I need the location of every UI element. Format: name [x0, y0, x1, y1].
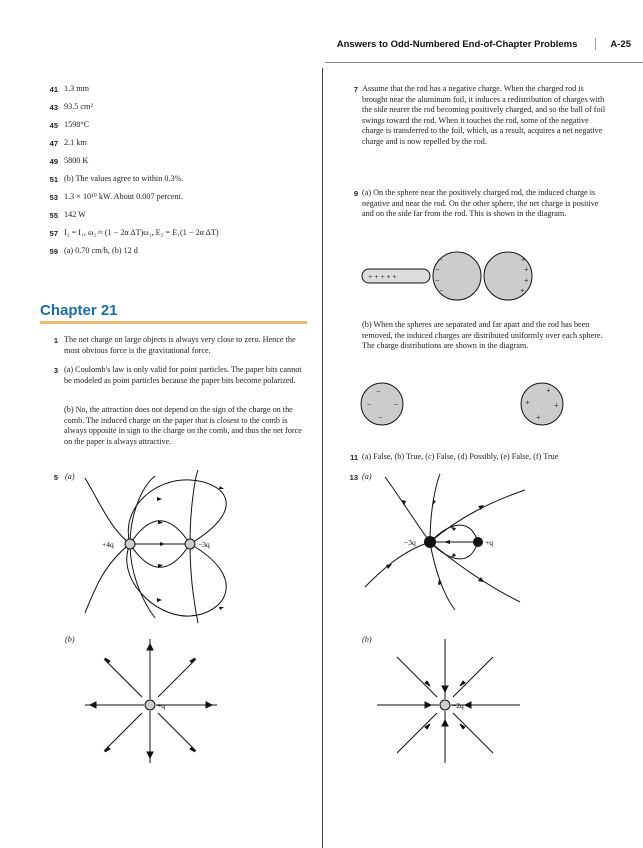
field-diagram-13b [375, 636, 525, 766]
answer-13b-label: (b) [362, 635, 372, 644]
field-line [397, 713, 437, 753]
header-title: Answers to Odd-Numbered End-of-Chapter Problems [336, 38, 578, 50]
svg-text:+: + [520, 286, 525, 295]
field-diagram-13a [360, 472, 540, 612]
arrowhead [432, 500, 436, 506]
arrowhead [451, 553, 456, 557]
answer-number: 41 [49, 85, 58, 94]
answer-text: 1.3 × 10¹⁰ kW. About 0.007 percent. [64, 192, 183, 201]
svg-text:+: + [524, 265, 529, 274]
field-line [430, 490, 525, 542]
answer-number: 49 [49, 157, 58, 166]
charge-right [185, 539, 195, 549]
answer-number: 47 [49, 139, 58, 148]
page-number: A-25 [610, 38, 631, 50]
label-charge-left: +4q [102, 540, 114, 549]
answer-number: 43 [49, 103, 58, 112]
chapter-rule [40, 321, 307, 324]
field-line [158, 659, 196, 697]
svg-text:−: − [367, 400, 372, 409]
charge-left [125, 539, 135, 549]
svg-text:+: + [525, 398, 530, 407]
svg-text:−: − [435, 265, 440, 274]
field-line [385, 477, 430, 542]
arrowhead [465, 702, 471, 708]
field-line [104, 659, 142, 697]
arrowhead [444, 540, 450, 544]
field-line [430, 474, 440, 542]
field-line [104, 713, 142, 751]
chapter-title: Chapter 21 [40, 302, 118, 319]
answer-number: 51 [49, 175, 58, 184]
label-charge: +q [157, 701, 165, 710]
field-line [397, 657, 437, 697]
svg-text:+: + [536, 413, 541, 422]
field-line [130, 521, 190, 544]
arrowhead [425, 702, 431, 708]
label-charge: −2q [452, 701, 464, 710]
field-line [127, 544, 226, 616]
arrowhead [386, 564, 392, 569]
arrowhead [147, 644, 153, 650]
separated-spheres-diagram [360, 380, 580, 430]
svg-text:−: − [394, 400, 399, 409]
answer-text: 93.5 cm² [64, 102, 93, 111]
arrowhead [442, 720, 448, 726]
charge-positive [473, 537, 483, 547]
field-line [130, 544, 155, 618]
svg-text:−: − [376, 387, 381, 396]
svg-text:+: + [546, 386, 551, 395]
arrowhead [157, 497, 162, 501]
arrowhead [157, 598, 162, 602]
field-line [130, 544, 190, 567]
arrowhead [219, 486, 224, 489]
svg-text:−: − [438, 255, 443, 264]
svg-text:−: − [378, 413, 383, 422]
answer-text: 5800 K [64, 156, 89, 165]
header-rule [325, 62, 643, 63]
field-diagram-5a [60, 468, 320, 628]
column-divider [322, 68, 323, 848]
field-line [430, 542, 520, 602]
answer-text: (b) The values agree to within 0.3%. [64, 174, 184, 183]
running-header [337, 38, 631, 50]
answer-text: 142 W [64, 210, 86, 219]
arrowhead [219, 607, 224, 610]
field-line [158, 713, 196, 751]
arrowhead [147, 752, 153, 758]
svg-text:+: + [521, 255, 526, 264]
label-charge-right: +q [485, 538, 493, 547]
answer-text: 1598°C [64, 120, 90, 129]
charge [145, 700, 155, 710]
answer-number: 53 [49, 193, 58, 202]
answer-text: I₂ = I₁, ω₂ ≈ (1 − 2α ΔT)ω₁, E₂ = E₁(1 − 2α ΔT) [64, 228, 219, 237]
field-line [453, 657, 493, 697]
answer-text: 1.3 mm [64, 84, 90, 93]
field-line [365, 542, 430, 587]
answer-number: 55 [49, 211, 58, 220]
field-line [190, 544, 198, 623]
arrowhead [206, 702, 212, 708]
svg-text:−: − [435, 276, 440, 285]
arrowhead [90, 702, 96, 708]
svg-text:+: + [554, 401, 559, 410]
rod-spheres-diagram [360, 250, 560, 306]
arrowhead [451, 527, 456, 531]
field-line [453, 713, 493, 753]
svg-text:−: − [439, 286, 444, 295]
answer-number: 45 [49, 121, 58, 130]
answer-number: 59 [49, 247, 58, 256]
field-line [85, 544, 130, 613]
label-charge-right: −3q [198, 540, 210, 549]
arrowhead [160, 542, 165, 546]
charge [440, 700, 450, 710]
field-diagram-5b [80, 636, 220, 766]
field-line [128, 480, 226, 544]
charge-negative [424, 536, 436, 548]
header-divider [595, 38, 596, 50]
arrowhead [442, 686, 448, 692]
answer-text: (a) 0.70 cm/h, (b) 12 d [64, 246, 138, 255]
svg-text:+: + [524, 276, 529, 285]
answer-number: 57 [49, 229, 58, 238]
answer-text: 2.1 km [64, 138, 87, 147]
field-line [85, 478, 130, 544]
rod-charges: + + + + + [368, 272, 397, 281]
answer-5b-label: (b) [65, 635, 75, 644]
label-charge-left: −3q [404, 538, 416, 547]
